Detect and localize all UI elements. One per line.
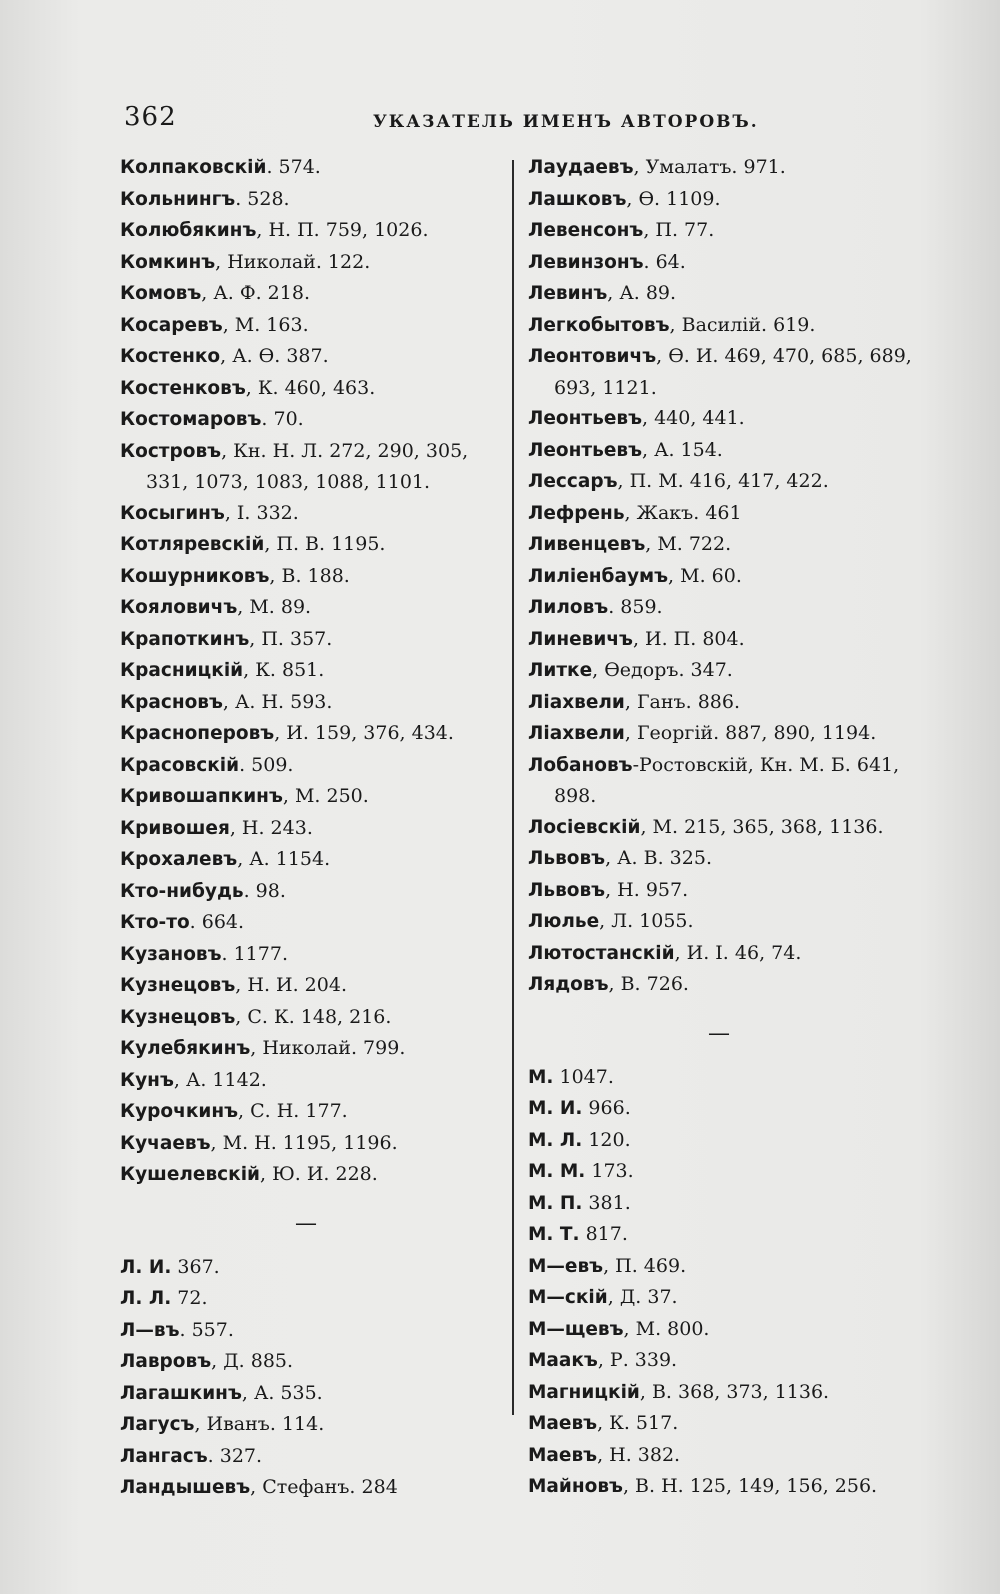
index-entry <box>528 592 923 624</box>
index-entry <box>528 969 923 1001</box>
index-entry <box>120 1002 510 1034</box>
index-entry <box>528 624 923 656</box>
author-name: Ливенцевъ <box>528 534 646 555</box>
index-entry <box>528 906 923 938</box>
section-separator: — <box>708 1020 730 1046</box>
index-entry <box>120 1252 510 1284</box>
entry-references: , А. Н. 593. <box>222 690 333 713</box>
author-name: Красновъ <box>120 691 223 713</box>
index-entry <box>120 1315 510 1347</box>
index-entry <box>120 498 510 530</box>
index-entry <box>528 1219 923 1251</box>
index-entry <box>528 1314 923 1346</box>
entry-references: , Ѳедоръ. 347. <box>592 659 733 681</box>
author-name: М. Т. <box>528 1224 580 1245</box>
index-entry <box>120 341 510 373</box>
author-name: Костенко <box>120 346 221 367</box>
index-entry <box>528 843 923 875</box>
entry-references: , И. 159, 376, 434. <box>274 722 454 744</box>
author-name: Леонтовичъ <box>528 346 657 367</box>
author-name: Кузнецовъ <box>120 1006 236 1028</box>
index-entry <box>528 655 923 687</box>
index-entry <box>120 813 510 845</box>
entry-references: , П. 77. <box>643 219 715 241</box>
author-name: Лагусъ <box>120 1414 195 1435</box>
entry-references: . 327. <box>207 1444 263 1467</box>
author-name: Маевъ <box>528 1444 598 1466</box>
author-name: Лиліенбаумъ <box>528 565 669 587</box>
entry-references: , Николай. 122. <box>215 250 371 273</box>
entry-references: , С. К. 148, 216. <box>235 1005 392 1028</box>
author-name: Лангасъ <box>120 1445 208 1467</box>
author-name: Костомаровъ <box>120 409 262 430</box>
index-entry <box>120 1346 510 1378</box>
author-name: М—евъ <box>528 1255 604 1277</box>
author-name: Магницкій <box>528 1381 640 1403</box>
author-name: Лаудаевъ <box>528 157 634 178</box>
column-divider <box>512 160 514 1415</box>
index-entry <box>120 561 510 593</box>
entry-references: , Н. 243. <box>229 816 313 839</box>
entry-references: . 528. <box>235 187 290 210</box>
author-name: Курочкинъ <box>120 1101 239 1122</box>
entry-references: , М. 163. <box>222 313 309 336</box>
entry-references: , В. 188. <box>269 564 350 587</box>
entry-references: , П. 357. <box>249 627 333 650</box>
entry-references: , Д. 885. <box>211 1350 294 1372</box>
entry-references: 72. <box>171 1287 208 1309</box>
entry-references: , А. 89. <box>607 282 677 304</box>
entry-references: , К. 517. <box>597 1412 679 1434</box>
index-entry <box>120 215 510 247</box>
author-name: Кояловичъ <box>120 597 238 618</box>
author-name: Кучаевъ <box>120 1132 211 1154</box>
author-name: Кушелевскій <box>120 1164 261 1185</box>
entry-references: , М. 250. <box>282 785 369 807</box>
author-name: Колюбякинъ <box>120 220 257 241</box>
author-name: Красницкій <box>120 660 244 681</box>
author-name: Комовъ <box>120 283 202 304</box>
author-name: Л. И. <box>120 1256 172 1278</box>
index-entry <box>528 152 923 184</box>
index-entry <box>120 750 510 782</box>
section-separator: — <box>295 1210 317 1236</box>
author-name: Кольнингъ <box>120 188 236 210</box>
author-name: Костровъ <box>120 440 222 462</box>
entry-references: , А. 535. <box>241 1381 323 1404</box>
index-entry <box>120 687 510 719</box>
index-entry <box>528 1345 923 1377</box>
index-entry <box>120 624 510 656</box>
index-entry <box>528 1251 923 1283</box>
index-entry <box>528 750 923 812</box>
index-entry <box>120 1096 510 1128</box>
entry-references: , Н. П. 759, 1026. <box>256 219 429 241</box>
entry-references: , Н. И. 204. <box>235 974 347 996</box>
entry-references: , Василій. 619. <box>669 313 816 336</box>
author-name: М. И. <box>528 1098 583 1119</box>
author-name: Комкинъ <box>120 251 216 273</box>
author-name: Левенсонъ <box>528 220 644 241</box>
entry-references: . 859. <box>608 596 663 618</box>
running-head <box>118 100 908 140</box>
index-entry <box>528 278 923 310</box>
entry-references: , К. 851. <box>243 659 325 681</box>
index-entry <box>120 1033 510 1065</box>
entry-references: , 440, 441. <box>641 407 745 429</box>
entry-references: , И. І. 46, 74. <box>674 941 802 964</box>
author-name: Крохалевъ <box>120 849 238 870</box>
entry-references: , А. 154. <box>641 438 723 461</box>
index-entry <box>528 403 923 435</box>
entry-references: , В. Н. 125, 149, 156, 256. <box>622 1475 878 1497</box>
author-name: Косыгинъ <box>120 502 225 524</box>
entry-references: , П. 469. <box>603 1254 687 1277</box>
index-entry <box>528 341 923 403</box>
index-entry <box>528 466 923 498</box>
author-name: Косаревъ <box>120 314 223 336</box>
author-name: Кузнецовъ <box>120 975 236 996</box>
entry-references: 1047. <box>553 1065 614 1088</box>
entry-references: . 98. <box>243 879 286 902</box>
entry-references: . 574. <box>266 156 321 178</box>
index-entry <box>120 1378 510 1410</box>
index-entry <box>528 1408 923 1440</box>
entry-references: , Л. 1055. <box>599 910 694 932</box>
author-name: Лобановъ <box>528 754 633 776</box>
author-name: М—щевъ <box>528 1318 624 1340</box>
index-entry <box>120 373 510 405</box>
left-entries-l <box>120 1252 510 1504</box>
index-entry <box>120 844 510 876</box>
index-entry <box>120 1128 510 1160</box>
index-entry <box>120 655 510 687</box>
index-entry <box>120 939 510 971</box>
entry-references: , В. 368, 373, 1136. <box>639 1380 830 1403</box>
index-entry <box>120 152 510 184</box>
author-name: Леонтьевъ <box>528 439 642 461</box>
index-entry <box>528 1062 923 1094</box>
index-entry <box>528 529 923 561</box>
entry-references: 120. <box>582 1128 631 1151</box>
index-entry <box>528 561 923 593</box>
page-number: 362 <box>124 102 177 132</box>
entry-references: , Ганъ. 886. <box>624 690 741 713</box>
entry-references: . 557. <box>179 1318 234 1341</box>
index-entry <box>528 247 923 279</box>
index-entry <box>528 1156 923 1188</box>
author-name: Лядовъ <box>528 974 609 995</box>
index-entry <box>120 1159 510 1191</box>
author-name: Кунъ <box>120 1069 174 1091</box>
entry-references: -Ростовскій, Кн. М. Б. 641, 898. <box>554 753 900 807</box>
entry-references: , М. 215, 365, 368, 1136. <box>640 815 884 838</box>
entry-references: 381. <box>582 1191 631 1214</box>
entry-references: , А. 1154. <box>237 848 331 870</box>
entry-references: , А. Ф. 218. <box>201 282 310 304</box>
author-name: Кузановъ <box>120 943 222 965</box>
index-entry <box>528 435 923 467</box>
entry-references: , М. 722. <box>645 533 732 555</box>
author-name: Лагашкинъ <box>120 1382 242 1404</box>
entry-references: , Ѳ. 1109. <box>626 187 721 210</box>
entry-references: , В. 726. <box>608 973 689 995</box>
author-name: М. <box>528 1066 554 1088</box>
entry-references: , Р. 339. <box>597 1349 678 1371</box>
index-entry <box>120 404 510 436</box>
index-entry <box>120 1409 510 1441</box>
author-name: Леонтьевъ <box>528 408 642 429</box>
entry-references: , Д. 37. <box>607 1286 678 1308</box>
left-entries-k <box>120 152 510 1191</box>
index-entry <box>120 436 510 498</box>
author-name: Котляревскій <box>120 534 265 555</box>
index-entry <box>120 907 510 939</box>
author-name: М—скій <box>528 1287 608 1308</box>
index-entry <box>120 592 510 624</box>
entry-references: , К. 460, 463. <box>245 376 376 399</box>
author-name: Люлье <box>528 911 600 932</box>
author-name: Лессаръ <box>528 471 618 492</box>
entry-references: , П. М. 416, 417, 422. <box>617 470 829 492</box>
entry-references: , А. 1142. <box>173 1068 267 1091</box>
index-entry <box>120 1065 510 1097</box>
entry-references: , Стефанъ. 284 <box>250 1476 398 1498</box>
left-column <box>120 152 510 1504</box>
entry-references: , М. 60. <box>668 564 742 587</box>
index-entry <box>120 1441 510 1473</box>
index-entry <box>528 184 923 216</box>
author-name: Лиловъ <box>528 597 609 618</box>
entry-references: , Николай. 799. <box>250 1037 406 1059</box>
index-entry <box>528 215 923 247</box>
entry-references: , Н. 957. <box>605 878 689 901</box>
index-entry <box>120 718 510 750</box>
entry-references: , Иванъ. 114. <box>194 1413 325 1435</box>
entry-references: , А. Ѳ. 387. <box>220 345 329 367</box>
author-name: Кто-то <box>120 912 190 933</box>
author-name: Лефрень <box>528 502 625 524</box>
author-name: Ліахвели <box>528 723 625 744</box>
index-entry <box>528 1440 923 1472</box>
entry-references: , Георгій. 887, 890, 1194. <box>624 722 877 744</box>
author-name: Л—въ <box>120 1319 180 1341</box>
index-entry <box>528 1188 923 1220</box>
index-entry <box>528 718 923 750</box>
author-name: М. М. <box>528 1161 586 1182</box>
index-entry <box>528 1125 923 1157</box>
author-name: Кривошапкинъ <box>120 786 283 807</box>
right-entries-m <box>528 1062 923 1503</box>
entry-references: , Н. 382. <box>597 1443 681 1466</box>
author-name: Левинъ <box>528 283 608 304</box>
entry-references: , Ѳ. И. 469, 470, 685, 689, 693, 1121. <box>554 345 912 399</box>
index-entry <box>120 529 510 561</box>
index-entry <box>120 247 510 279</box>
index-entry <box>528 1377 923 1409</box>
entry-references: , Кн. Н. Л. 272, 290, 305, 331, 1073, 1083, 1088, 1101. <box>146 439 469 493</box>
entry-references: . 509. <box>239 753 294 776</box>
author-name: Линевичъ <box>528 628 633 650</box>
author-name: Кто-нибудь <box>120 880 244 902</box>
entry-references: , А. В. 325. <box>605 847 712 869</box>
index-entry <box>120 876 510 908</box>
author-name: Лютостанскій <box>528 942 675 964</box>
entry-references: , І. 332. <box>224 501 299 524</box>
author-name: Маевъ <box>528 1413 598 1434</box>
author-name: Костенковъ <box>120 377 246 399</box>
author-name: Майновъ <box>528 1476 623 1497</box>
author-name: Лашковъ <box>528 188 627 210</box>
author-name: Красовскій <box>120 754 240 776</box>
entry-references: , М. 89. <box>237 596 312 618</box>
entry-references: , И. П. 804. <box>632 627 745 650</box>
index-entry <box>528 1093 923 1125</box>
author-name: Легкобытовъ <box>528 314 670 336</box>
page-title: УКАЗАТЕЛЬ ИМЕНЪ АВТОРОВЪ. <box>373 112 759 132</box>
author-name: Крапоткинъ <box>120 628 250 650</box>
author-name: Лосіевскій <box>528 816 641 838</box>
entry-references: , П. В. 1195. <box>264 533 386 555</box>
index-entry <box>120 781 510 813</box>
author-name: М. П. <box>528 1192 583 1214</box>
index-entry <box>120 184 510 216</box>
entry-references: . 70. <box>261 408 304 430</box>
entry-references: 966. <box>582 1097 631 1119</box>
author-name: Кошурниковъ <box>120 565 270 587</box>
index-entry <box>528 1471 923 1503</box>
author-name: Литке <box>528 660 593 681</box>
index-entry <box>528 310 923 342</box>
index-entry <box>528 812 923 844</box>
index-entry <box>528 498 923 530</box>
entry-references: . 64. <box>643 250 686 273</box>
index-entry <box>120 278 510 310</box>
index-entry <box>120 1472 510 1504</box>
index-entry <box>528 938 923 970</box>
entry-references: , М. 800. <box>623 1317 710 1340</box>
author-name: Левинзонъ <box>528 251 644 273</box>
author-name: Ліахвели <box>528 691 625 713</box>
index-entry <box>120 970 510 1002</box>
right-column <box>528 152 923 1503</box>
index-entry <box>528 875 923 907</box>
author-name: Львовъ <box>528 848 606 869</box>
author-name: Маакъ <box>528 1350 598 1371</box>
entry-references: , Умалатъ. 971. <box>633 156 786 178</box>
author-name: Колпаковскій <box>120 157 267 178</box>
author-name: М. Л. <box>528 1129 583 1151</box>
entry-references: , Жакъ. 461 <box>624 501 742 524</box>
entry-references: 173. <box>585 1160 634 1182</box>
entry-references: . 664. <box>189 911 245 933</box>
entry-references: 817. <box>579 1223 628 1245</box>
author-name: Кривошея <box>120 817 230 839</box>
author-name: Лавровъ <box>120 1351 212 1372</box>
index-entry <box>528 1282 923 1314</box>
right-entries-l <box>528 152 923 1001</box>
index-entry <box>120 310 510 342</box>
index-entry <box>120 1283 510 1315</box>
index-entry <box>528 687 923 719</box>
entry-references: , Ю. И. 228. <box>260 1163 378 1185</box>
author-name: Кулебякинъ <box>120 1038 251 1059</box>
entry-references: , С. Н. 177. <box>238 1100 348 1122</box>
author-name: Красноперовъ <box>120 723 275 744</box>
entry-references: . 1177. <box>221 942 288 965</box>
author-name: Львовъ <box>528 879 606 901</box>
entry-references: , М. Н. 1195, 1196. <box>210 1131 398 1154</box>
author-name: Ландышевъ <box>120 1477 251 1498</box>
author-name: Л. Л. <box>120 1288 172 1309</box>
entry-references: 367. <box>171 1255 220 1278</box>
